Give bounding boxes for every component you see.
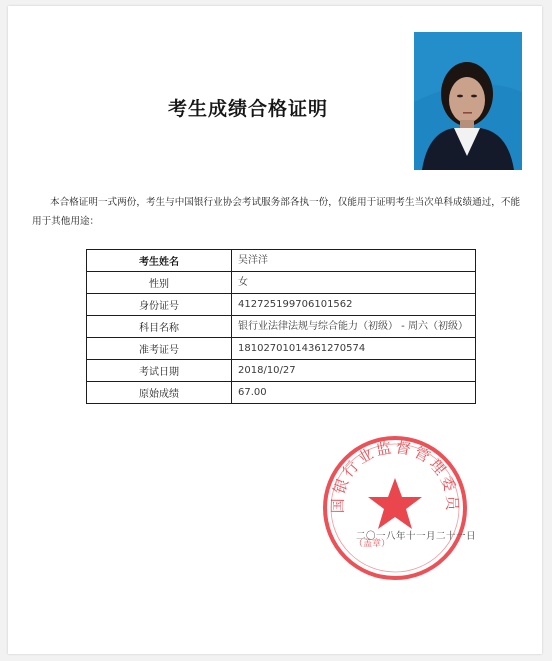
field-label: 性别 (87, 272, 232, 294)
official-seal (320, 433, 470, 583)
table-row (87, 382, 476, 404)
issue-date: 二〇一八年十一月二十一日 (356, 531, 477, 542)
table-row (87, 360, 476, 382)
field-value: 银行业法律法规与综合能力（初级） - 周六（初级） (232, 316, 476, 338)
field-label: 考试日期 (87, 360, 232, 382)
candidate-info-table (86, 249, 476, 404)
svg-text:中国银行业监督管理委员会: 国银行业监督管理委员 (328, 438, 462, 514)
seal-stamp-icon (320, 433, 470, 583)
table-row (87, 272, 476, 294)
svg-text:（盖章）: （盖章） (354, 539, 391, 549)
table-row (87, 250, 476, 272)
field-value: 吴洋洋 (232, 250, 476, 272)
field-label: 科目名称 (87, 316, 232, 338)
table-row (87, 294, 476, 316)
candidate-photo (414, 32, 522, 170)
portrait-image (414, 32, 522, 170)
field-value: 412725199706101562 (232, 294, 476, 316)
field-label: 准考证号 (87, 338, 232, 360)
field-label: 原始成绩 (87, 382, 232, 404)
table-row (87, 316, 476, 338)
field-value: 女 (232, 272, 476, 294)
field-value: 2018/10/27 (232, 360, 476, 382)
field-label: 身份证号 (87, 294, 232, 316)
table-row (87, 338, 476, 360)
field-value: 67.00 (232, 382, 476, 404)
intro-text: 本合格证明一式两份，考生与中国银行业协会考试服务部各执一份，仅能用于证明考生当次单科成绩通过，不能用于其他用途： (32, 197, 521, 227)
page-title: 考生成绩合格证明 (167, 98, 328, 120)
certificate-page (8, 6, 542, 654)
field-value: 18102701014361270574 (232, 338, 476, 360)
certificate-intro (32, 193, 524, 231)
field-label: 考生姓名 (87, 250, 232, 272)
